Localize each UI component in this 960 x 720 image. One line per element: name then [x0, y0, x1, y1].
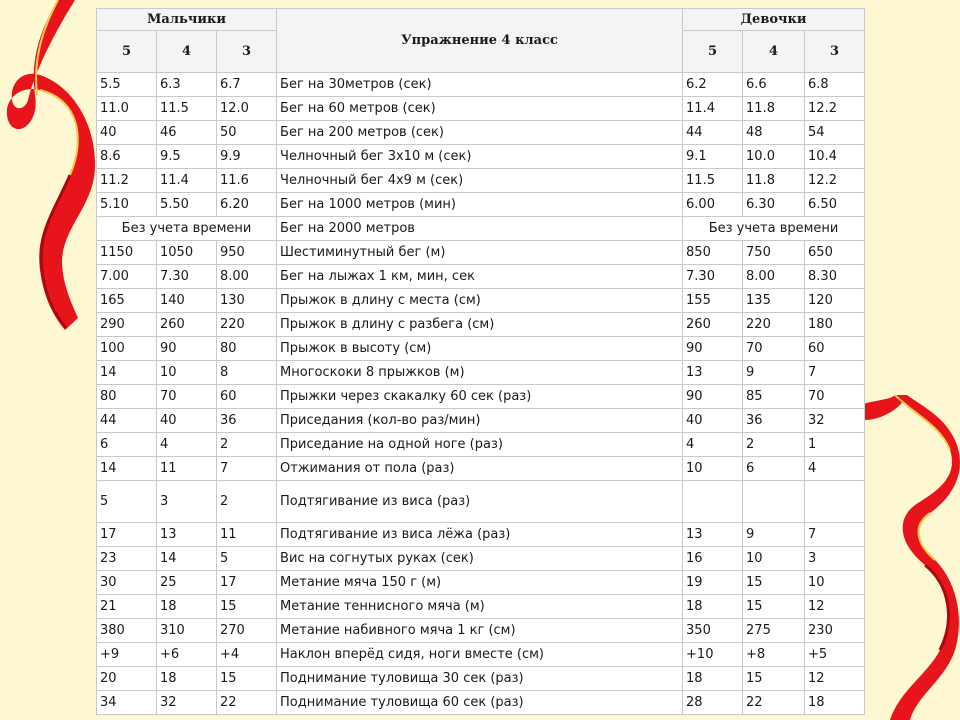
- girls-grade-3-value: 180: [805, 313, 865, 337]
- girls-grade-5-value: 13: [683, 361, 743, 385]
- girls-grade-4-value: +8: [743, 643, 805, 667]
- boys-grade-5-value: 17: [97, 523, 157, 547]
- norms-table: [96, 8, 865, 715]
- table-row: [97, 289, 865, 313]
- exercise-name: Бег на 2000 метров: [277, 217, 683, 241]
- boys-grade-3-value: 5: [217, 547, 277, 571]
- boys-grade-3-value: 15: [217, 595, 277, 619]
- boys-grade-4-value: 40: [157, 409, 217, 433]
- girls-grade-3-value: 12: [805, 595, 865, 619]
- girls-grade-5-value: 19: [683, 571, 743, 595]
- boys-grade-3-value: 6.7: [217, 73, 277, 97]
- boys-grade-4-value: 11.5: [157, 97, 217, 121]
- girls-grade-5: 5: [683, 31, 743, 73]
- girls-grade-5-value: 6.00: [683, 193, 743, 217]
- girls-grade-4-value: 6: [743, 457, 805, 481]
- exercise-name: Наклон вперёд сидя, ноги вместе (см): [277, 643, 683, 667]
- girls-grade-3-value: 230: [805, 619, 865, 643]
- girls-grade-4-value: 220: [743, 313, 805, 337]
- boys-grade-4-value: 10: [157, 361, 217, 385]
- boys-grade-5-value: 1150: [97, 241, 157, 265]
- table-row: [97, 73, 865, 97]
- exercise-name: Приседание на одной ноге (раз): [277, 433, 683, 457]
- girls-grade-4-value: 11.8: [743, 169, 805, 193]
- girls-grade-4-value: 9: [743, 523, 805, 547]
- norms-table-container: [96, 8, 864, 715]
- exercise-name: Отжимания от пола (раз): [277, 457, 683, 481]
- boys-grade-3-value: 8: [217, 361, 277, 385]
- girls-grade-4-value: 48: [743, 121, 805, 145]
- girls-header: Девочки: [683, 9, 865, 31]
- girls-grade-3-value: 10: [805, 571, 865, 595]
- boys-grade-3-value: 60: [217, 385, 277, 409]
- exercise-name: Приседания (кол-во раз/мин): [277, 409, 683, 433]
- table-row: [97, 121, 865, 145]
- girls-grade-5-value: 10: [683, 457, 743, 481]
- table-row: [97, 433, 865, 457]
- girls-grade-4-value: 8.00: [743, 265, 805, 289]
- boys-grade-3-value: 7: [217, 457, 277, 481]
- table-row: [97, 643, 865, 667]
- exercise-name: Челночный бег 3х10 м (сек): [277, 145, 683, 169]
- boys-grade-3-value: 15: [217, 667, 277, 691]
- boys-grade-4-value: 4: [157, 433, 217, 457]
- boys-grade-4-value: 11.4: [157, 169, 217, 193]
- exercise-name: Бег на 1000 метров (мин): [277, 193, 683, 217]
- boys-grade-4-value: 13: [157, 523, 217, 547]
- boys-grade-3-value: 12.0: [217, 97, 277, 121]
- boys-grade-3-value: 950: [217, 241, 277, 265]
- boys-grade-3-value: 2: [217, 481, 277, 523]
- boys-grade-4-value: 18: [157, 595, 217, 619]
- table-row: [97, 547, 865, 571]
- boys-grade-5: 5: [97, 31, 157, 73]
- exercise-name: Поднимание туловища 60 сек (раз): [277, 691, 683, 715]
- boys-header: Мальчики: [97, 9, 277, 31]
- girls-grade-3-value: 1: [805, 433, 865, 457]
- table-row: [97, 619, 865, 643]
- boys-grade-5-value: 5.10: [97, 193, 157, 217]
- girls-grade-3-value: 18: [805, 691, 865, 715]
- boys-grade-5-value: 5: [97, 481, 157, 523]
- exercise-header: Упражнение 4 класс: [277, 9, 683, 73]
- girls-grade-4-value: 11.8: [743, 97, 805, 121]
- boys-grade-5-value: 380: [97, 619, 157, 643]
- girls-grade-3-value: 54: [805, 121, 865, 145]
- girls-grade-4-value: [743, 481, 805, 523]
- boys-grade-4-value: 3: [157, 481, 217, 523]
- boys-grade-5-value: 8.6: [97, 145, 157, 169]
- table-row: [97, 217, 865, 241]
- boys-grade-5-value: 21: [97, 595, 157, 619]
- boys-grade-3-value: 36: [217, 409, 277, 433]
- table-row: [97, 385, 865, 409]
- table-row: [97, 145, 865, 169]
- boys-grade-3-value: 17: [217, 571, 277, 595]
- boys-grade-4-value: 260: [157, 313, 217, 337]
- girls-grade-5-value: 90: [683, 385, 743, 409]
- girls-grade-4-value: 15: [743, 595, 805, 619]
- boys-grade-3-value: 50: [217, 121, 277, 145]
- girls-grade-5-value: 850: [683, 241, 743, 265]
- boys-grade-5-value: 44: [97, 409, 157, 433]
- boys-grade-4-value: 46: [157, 121, 217, 145]
- boys-grade-4-value: +6: [157, 643, 217, 667]
- girls-grade-3-value: 8.30: [805, 265, 865, 289]
- boys-grade-4: 4: [157, 31, 217, 73]
- table-row: [97, 691, 865, 715]
- table-row: [97, 361, 865, 385]
- girls-grade-3-value: 12.2: [805, 97, 865, 121]
- boys-grade-3-value: 22: [217, 691, 277, 715]
- boys-grade-4-value: 310: [157, 619, 217, 643]
- boys-grade-4-value: 5.50: [157, 193, 217, 217]
- girls-grade-4-value: 15: [743, 571, 805, 595]
- table-row: [97, 409, 865, 433]
- girls-grade-3-value: 10.4: [805, 145, 865, 169]
- girls-grade-3-value: 12.2: [805, 169, 865, 193]
- boys-grade-5-value: 30: [97, 571, 157, 595]
- exercise-name: Многоскоки 8 прыжков (м): [277, 361, 683, 385]
- boys-grade-4-value: 9.5: [157, 145, 217, 169]
- boys-grade-3-value: 2: [217, 433, 277, 457]
- exercise-name: Челночный бег 4х9 м (сек): [277, 169, 683, 193]
- table-row: [97, 571, 865, 595]
- girls-grade-3-value: 12: [805, 667, 865, 691]
- table-body: [97, 73, 865, 715]
- girls-grade-5-value: 4: [683, 433, 743, 457]
- girls-grade-4-value: 750: [743, 241, 805, 265]
- exercise-name: Прыжок в высоту (см): [277, 337, 683, 361]
- table-row: [97, 667, 865, 691]
- girls-grade-3-value: 120: [805, 289, 865, 313]
- boys-grade-5-value: 14: [97, 457, 157, 481]
- girls-grade-4-value: 2: [743, 433, 805, 457]
- table-row: [97, 595, 865, 619]
- girls-grade-4-value: 135: [743, 289, 805, 313]
- exercise-name: Бег на 60 метров (сек): [277, 97, 683, 121]
- exercise-name: Бег на 200 метров (сек): [277, 121, 683, 145]
- exercise-name: Бег на лыжах 1 км, мин, сек: [277, 265, 683, 289]
- girls-no-time-cell: Без учета времени: [683, 217, 865, 241]
- girls-grade-5-value: 11.5: [683, 169, 743, 193]
- ribbon-right-icon: [855, 395, 960, 720]
- exercise-name: Метание мяча 150 г (м): [277, 571, 683, 595]
- table-row: [97, 241, 865, 265]
- girls-grade-3-value: [805, 481, 865, 523]
- girls-grade-3-value: 7: [805, 361, 865, 385]
- exercise-name: Метание набивного мяча 1 кг (см): [277, 619, 683, 643]
- boys-grade-4-value: 6.3: [157, 73, 217, 97]
- exercise-name: Прыжок в длину с места (см): [277, 289, 683, 313]
- exercise-name: Подтягивание из виса (раз): [277, 481, 683, 523]
- boys-grade-4-value: 90: [157, 337, 217, 361]
- boys-grade-5-value: 80: [97, 385, 157, 409]
- girls-grade-5-value: 155: [683, 289, 743, 313]
- boys-grade-5-value: 100: [97, 337, 157, 361]
- boys-grade-5-value: 290: [97, 313, 157, 337]
- boys-grade-4-value: 70: [157, 385, 217, 409]
- boys-grade-5-value: 14: [97, 361, 157, 385]
- girls-grade-5-value: 28: [683, 691, 743, 715]
- girls-grade-3-value: 60: [805, 337, 865, 361]
- girls-grade-4-value: 22: [743, 691, 805, 715]
- boys-grade-3-value: 11.6: [217, 169, 277, 193]
- girls-grade-5-value: 7.30: [683, 265, 743, 289]
- girls-grade-5-value: 44: [683, 121, 743, 145]
- table-row: [97, 265, 865, 289]
- girls-grade-5-value: 40: [683, 409, 743, 433]
- boys-grade-5-value: 11.2: [97, 169, 157, 193]
- exercise-name: Шестиминутный бег (м): [277, 241, 683, 265]
- table-row: [97, 193, 865, 217]
- girls-grade-4-value: 10.0: [743, 145, 805, 169]
- boys-grade-3-value: 130: [217, 289, 277, 313]
- girls-grade-4-value: 9: [743, 361, 805, 385]
- girls-grade-3-value: 6.50: [805, 193, 865, 217]
- girls-grade-3-value: 32: [805, 409, 865, 433]
- girls-grade-3-value: 6.8: [805, 73, 865, 97]
- boys-grade-3-value: 220: [217, 313, 277, 337]
- boys-no-time-cell: Без учета времени: [97, 217, 277, 241]
- exercise-name: Вис на согнутых руках (сек): [277, 547, 683, 571]
- girls-grade-5-value: 16: [683, 547, 743, 571]
- boys-grade-5-value: 34: [97, 691, 157, 715]
- girls-grade-5-value: 6.2: [683, 73, 743, 97]
- table-row: [97, 337, 865, 361]
- girls-grade-5-value: 18: [683, 667, 743, 691]
- girls-grade-4-value: 36: [743, 409, 805, 433]
- exercise-name: Поднимание туловища 30 сек (раз): [277, 667, 683, 691]
- boys-grade-3-value: 80: [217, 337, 277, 361]
- girls-grade-3-value: 4: [805, 457, 865, 481]
- girls-grade-3-value: +5: [805, 643, 865, 667]
- boys-grade-5-value: 5.5: [97, 73, 157, 97]
- boys-grade-3-value: 270: [217, 619, 277, 643]
- girls-grade-5-value: 260: [683, 313, 743, 337]
- boys-grade-5-value: 7.00: [97, 265, 157, 289]
- ribbon-left-icon: [0, 0, 110, 330]
- boys-grade-4-value: 140: [157, 289, 217, 313]
- boys-grade-5-value: 20: [97, 667, 157, 691]
- table-row: [97, 313, 865, 337]
- girls-grade-5-value: 18: [683, 595, 743, 619]
- table-row: [97, 169, 865, 193]
- girls-grade-3-value: 650: [805, 241, 865, 265]
- girls-grade-5-value: 90: [683, 337, 743, 361]
- table-row: [97, 97, 865, 121]
- girls-grade-3-value: 70: [805, 385, 865, 409]
- exercise-name: Прыжок в длину с разбега (см): [277, 313, 683, 337]
- girls-grade-4-value: 6.6: [743, 73, 805, 97]
- boys-grade-5-value: 165: [97, 289, 157, 313]
- exercise-name: Подтягивание из виса лёжа (раз): [277, 523, 683, 547]
- boys-grade-4-value: 25: [157, 571, 217, 595]
- girls-grade-5-value: 13: [683, 523, 743, 547]
- girls-grade-5-value: [683, 481, 743, 523]
- girls-grade-3-value: 7: [805, 523, 865, 547]
- boys-grade-5-value: +9: [97, 643, 157, 667]
- girls-grade-5-value: 9.1: [683, 145, 743, 169]
- boys-grade-3-value: 8.00: [217, 265, 277, 289]
- girls-grade-4-value: 70: [743, 337, 805, 361]
- girls-grade-4: 4: [743, 31, 805, 73]
- girls-grade-5-value: +10: [683, 643, 743, 667]
- boys-grade-3-value: +4: [217, 643, 277, 667]
- boys-grade-3-value: 9.9: [217, 145, 277, 169]
- girls-grade-3: 3: [805, 31, 865, 73]
- boys-grade-5-value: 6: [97, 433, 157, 457]
- table-row: [97, 457, 865, 481]
- boys-grade-5-value: 23: [97, 547, 157, 571]
- boys-grade-3-value: 11: [217, 523, 277, 547]
- exercise-name: Метание теннисного мяча (м): [277, 595, 683, 619]
- table-row: [97, 523, 865, 547]
- exercise-name: Бег на 30метров (сек): [277, 73, 683, 97]
- girls-grade-4-value: 15: [743, 667, 805, 691]
- boys-grade-4-value: 14: [157, 547, 217, 571]
- girls-grade-5-value: 350: [683, 619, 743, 643]
- girls-grade-4-value: 275: [743, 619, 805, 643]
- girls-grade-4-value: 6.30: [743, 193, 805, 217]
- boys-grade-5-value: 11.0: [97, 97, 157, 121]
- boys-grade-5-value: 40: [97, 121, 157, 145]
- boys-grade-4-value: 32: [157, 691, 217, 715]
- boys-grade-4-value: 1050: [157, 241, 217, 265]
- boys-grade-4-value: 7.30: [157, 265, 217, 289]
- girls-grade-3-value: 3: [805, 547, 865, 571]
- boys-grade-4-value: 18: [157, 667, 217, 691]
- boys-grade-4-value: 11: [157, 457, 217, 481]
- girls-grade-4-value: 85: [743, 385, 805, 409]
- girls-grade-4-value: 10: [743, 547, 805, 571]
- exercise-name: Прыжки через скакалку 60 сек (раз): [277, 385, 683, 409]
- boys-grade-3-value: 6.20: [217, 193, 277, 217]
- girls-grade-5-value: 11.4: [683, 97, 743, 121]
- table-row: [97, 481, 865, 523]
- boys-grade-3: 3: [217, 31, 277, 73]
